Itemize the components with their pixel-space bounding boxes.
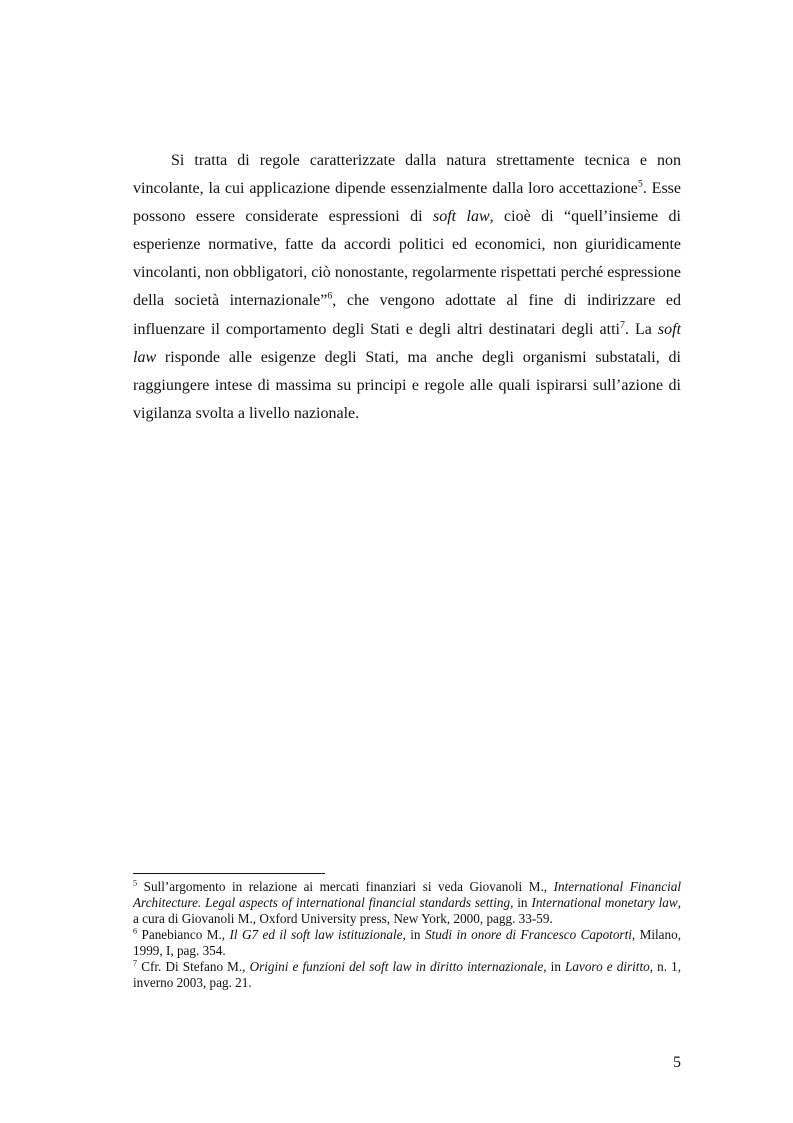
- footnote-title: International monetary law: [531, 895, 678, 910]
- footnote-text: , in: [510, 895, 532, 910]
- footnote-title: Lavoro e diritto: [565, 959, 650, 974]
- footnote-ref-7: 7: [619, 319, 625, 331]
- page-number: 5: [673, 1054, 681, 1071]
- body-paragraph: [133, 147, 681, 428]
- footnote-separator: [133, 873, 325, 874]
- footnote-text: Cfr. Di Stefano M.,: [137, 959, 250, 974]
- footnote-text: , in: [402, 927, 425, 942]
- footnote-text: , a cura di Giovanoli M., Oxford University press, New York, 2000, pagg. 33-59.: [133, 895, 681, 926]
- soft-law-term: soft law: [133, 320, 682, 366]
- footnotes: [133, 879, 681, 991]
- body-text-part: , cioè di “quell’insieme di esperienze normative, fatte da accordi politici ed economici, non giuridicamente vincolanti, non obbligatori, ciò nonostante, regolarmente rispettati perché espressione della società internazionale”: [133, 208, 682, 310]
- body-text-part: , che vengono adottate al fine di indirizzare ed influenzare il comportamento degli Stati e degli altri destinatari degli atti: [133, 292, 682, 338]
- footnote-text: , in: [543, 959, 566, 974]
- body-text-part: . La: [624, 320, 658, 338]
- body-text-part: Si tratta di regole caratterizzate dalla natura strettamente tecnica e non vincolante, la cui applicazione dipende essenzialmente dalla loro accettazione: [133, 152, 681, 198]
- footnote-5: [133, 879, 681, 927]
- footnote-text: Panebianco M.,: [137, 927, 230, 942]
- footnote-6: [133, 927, 681, 959]
- footnote-title: Origini e funzioni del soft law in diritto internazionale: [249, 959, 544, 974]
- footnote-number: 5: [133, 878, 138, 888]
- footnote-title: International Financial Architecture. Legal aspects of international financial standards setting: [133, 879, 681, 910]
- footnote-number: 7: [133, 958, 138, 968]
- footnote-ref-5: 5: [637, 178, 643, 190]
- soft-law-term: soft law: [432, 208, 490, 226]
- body-text-part: . Esse possono essere considerate espressioni di: [133, 180, 681, 226]
- footnote-ref-6: 6: [327, 291, 333, 303]
- footnote-text: , n. 1, inverno 2003, pag. 21.: [133, 959, 681, 990]
- body-text-part: risponde alle esigenze degli Stati, ma anche degli organismi substatali, di raggiungere intese di massima su principi e regole alle quali ispirarsi sull’azione di vigilanza svolta a livello nazionale.: [133, 348, 681, 422]
- footnote-text: Sull’argomento in relazione ai mercati finanziari si veda Giovanoli M.,: [137, 879, 554, 894]
- footnote-text: , Milano, 1999, I, pag. 354.: [133, 927, 682, 958]
- footnote-number: 6: [133, 926, 138, 936]
- footnote-title: Studi in onore di Francesco Capotorti: [424, 927, 632, 942]
- footnote-7: [133, 959, 681, 991]
- footnote-title: Il G7 ed il soft law istituzionale: [229, 927, 403, 942]
